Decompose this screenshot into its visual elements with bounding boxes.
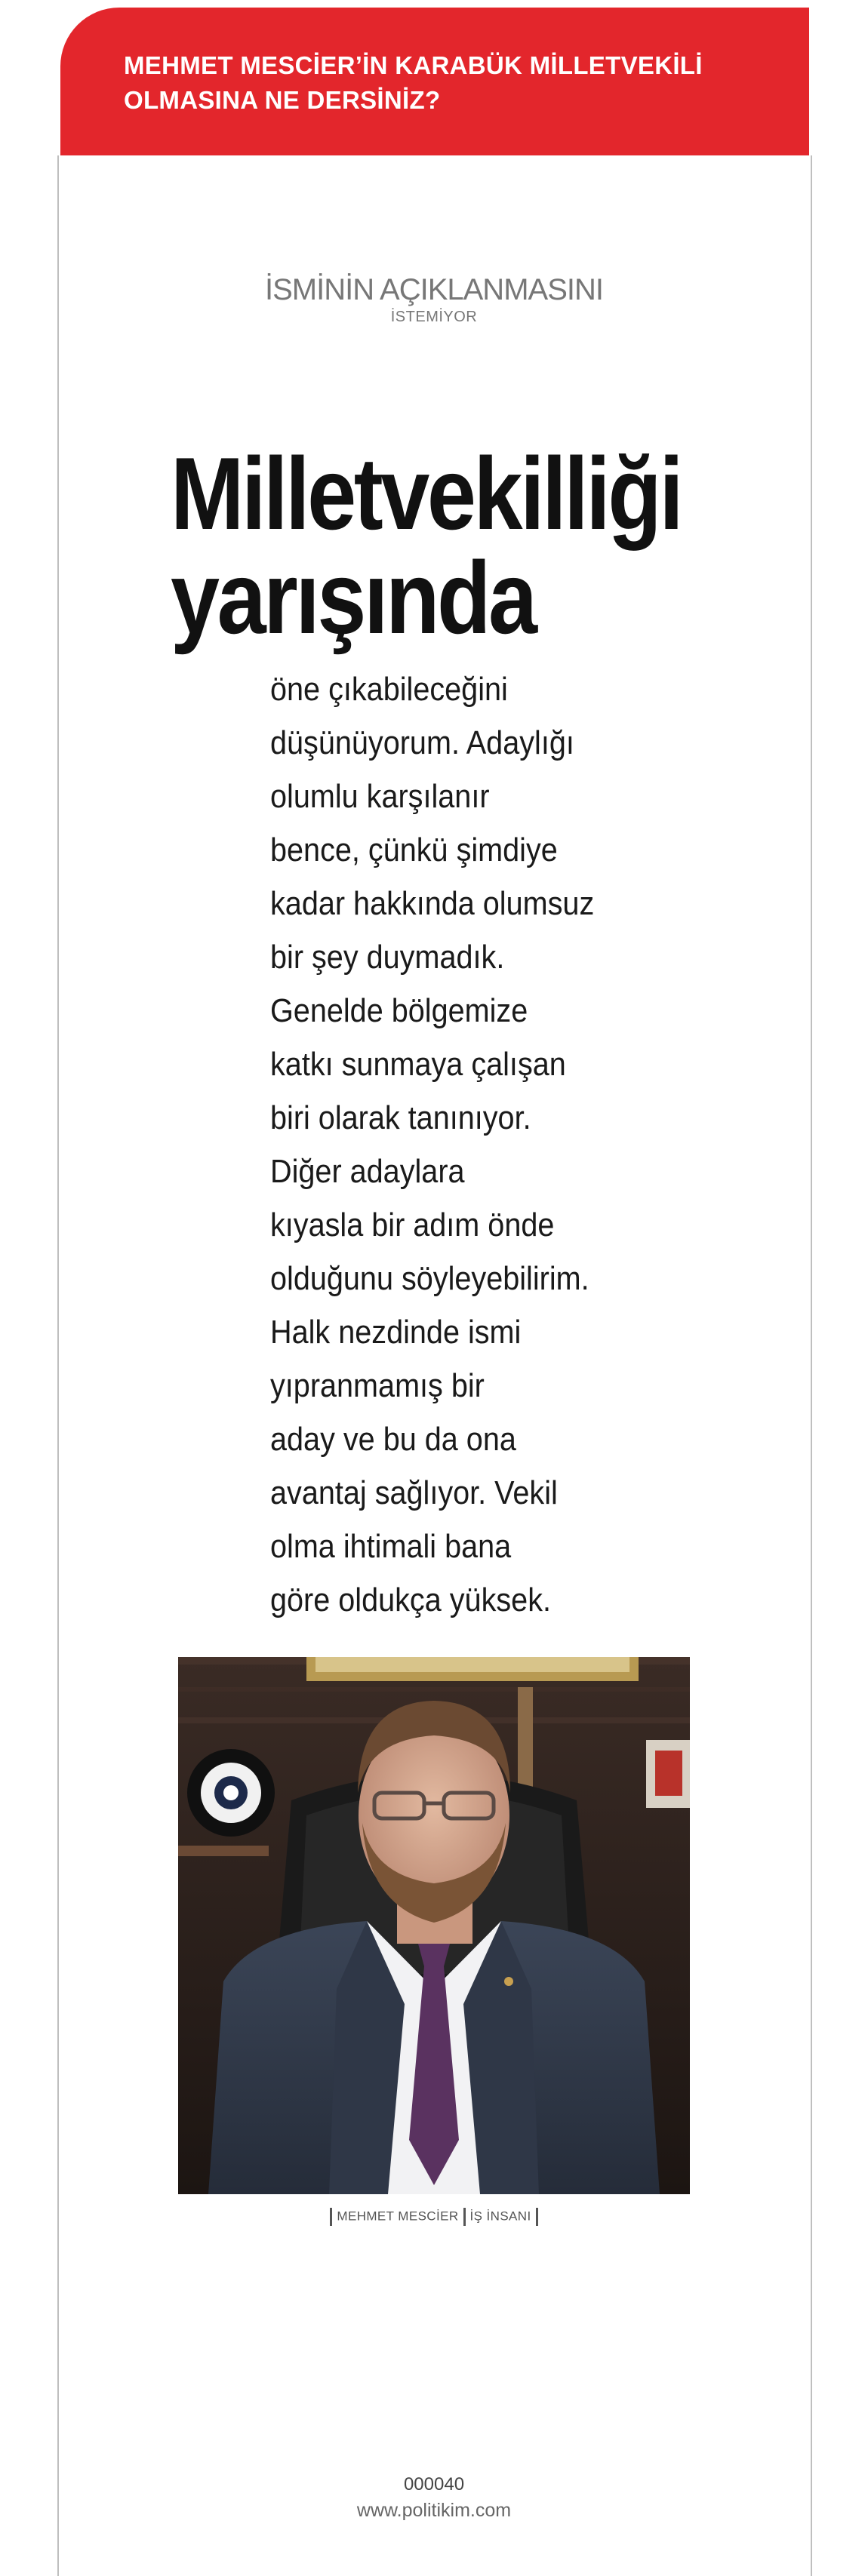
caption-name: MEHMET MESCİER — [337, 2209, 459, 2224]
respondent-label — [0, 272, 868, 326]
site-url: www.politikim.com — [356, 2500, 512, 2521]
caption-divider — [330, 2208, 332, 2226]
caption-title: İŞ İNSANI — [469, 2209, 531, 2224]
headline — [171, 436, 716, 655]
answer-line: bence, çünkü şimdiye — [270, 832, 558, 868]
answer-line: kıyasla bir adım önde — [270, 1207, 555, 1243]
answer-line: göre oldukça yüksek. — [270, 1582, 552, 1618]
headline-line-2: yarışında — [171, 540, 535, 655]
answer-line: avantaj sağlıyor. Vekil — [270, 1474, 558, 1511]
answer-line: olma ihtimali bana — [270, 1528, 512, 1565]
photo-caption — [0, 2206, 868, 2227]
answer-line: olduğunu söyleyebilirim. — [270, 1260, 589, 1297]
answer-line: Halk nezdinde ismi — [270, 1314, 522, 1351]
answer-line: olumlu karşılanır — [270, 778, 490, 815]
answer-line: Diğer adaylara — [270, 1153, 465, 1190]
answer-line: katkı sunmaya çalışan — [270, 1046, 566, 1083]
respondent-subtitle: İSTEMİYOR — [390, 309, 478, 325]
portrait-photo — [178, 1657, 690, 2194]
answer-line: düşünüyorum. Adaylığı — [270, 724, 574, 761]
answer-line: yıpranmamış bir — [270, 1367, 485, 1404]
question-banner — [60, 8, 809, 155]
answer-line: öne çıkabileceğini — [270, 671, 508, 708]
caption-divider — [536, 2208, 538, 2226]
question-line-1: MEHMET MESCİER’İN KARABÜK MİLLETVEKİLİ — [124, 51, 703, 79]
respondent-name: İSMİNİN AÇIKLANMASINI — [265, 273, 603, 306]
answer-line: kadar hakkında olumsuz — [270, 885, 595, 922]
answer-line: aday ve bu da ona — [270, 1421, 516, 1458]
answer-line: Genelde bölgemize — [270, 992, 528, 1029]
answer-line: bir şey duymadık. — [270, 939, 505, 976]
page-footer — [0, 2472, 868, 2523]
page-number: 000040 — [403, 2474, 465, 2495]
answer-line: biri olarak tanınıyor. — [270, 1099, 531, 1136]
headline-line-1: Milletvekilliği — [171, 436, 682, 551]
caption-divider — [463, 2208, 466, 2226]
question-line-2: OLMASINA NE DERSİNİZ? — [124, 86, 441, 114]
answer-text — [270, 662, 651, 1627]
